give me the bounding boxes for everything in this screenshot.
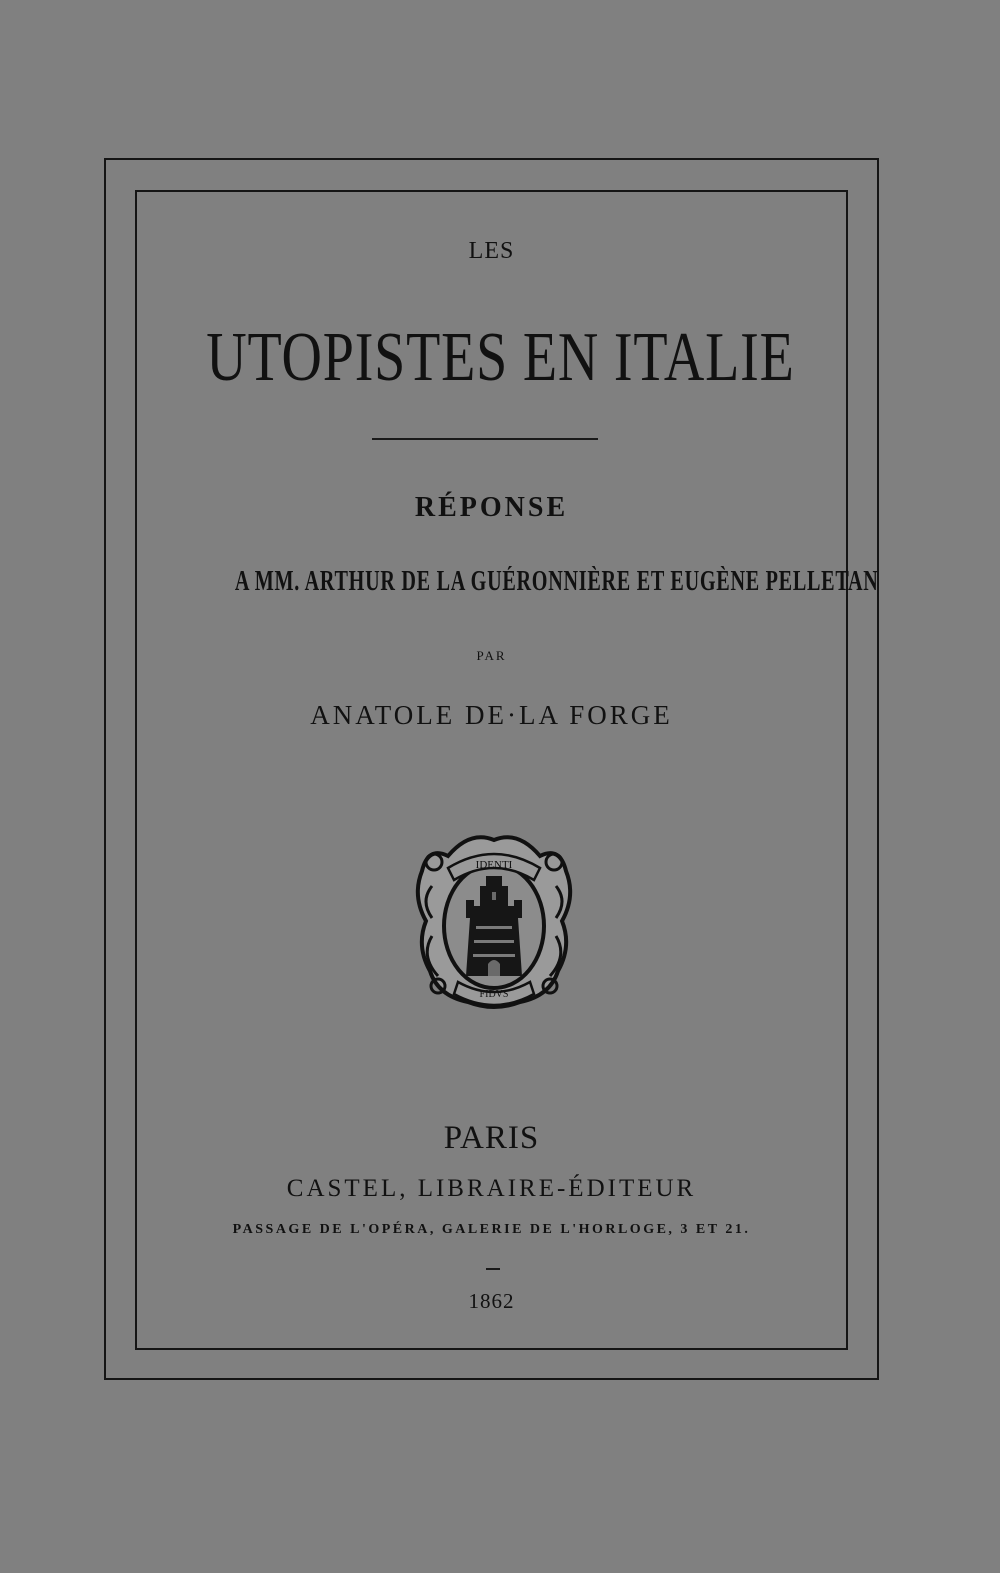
publisher-address: PASSAGE DE L'OPÉRA, GALERIE DE L'HORLOGE, 3 ET 21. bbox=[232, 1222, 751, 1237]
year-dash bbox=[486, 1268, 500, 1270]
tower-coat-of-arms-icon bbox=[408, 826, 580, 1012]
by-label: PAR bbox=[476, 648, 507, 663]
title-rule bbox=[372, 438, 598, 440]
publisher: CASTEL, LIBRAIRE-ÉDITEUR bbox=[286, 1175, 697, 1202]
city: PARIS bbox=[443, 1120, 540, 1156]
dedication-line: A MM. ARTHUR DE LA GUÉRONNIÈRE ET EUGÈNE PELLETAN bbox=[234, 566, 879, 597]
title-article: LES bbox=[468, 238, 515, 264]
subtitle: RÉPONSE bbox=[414, 492, 569, 523]
main-title: UTOPISTES EN ITALIE bbox=[206, 319, 795, 396]
ribbon-bottom-text: FIDVS bbox=[479, 989, 509, 1000]
author-name: ANATOLE DE·LA FORGE bbox=[310, 700, 673, 730]
ribbon-top-text: IDENTI bbox=[475, 859, 513, 871]
publication-year: 1862 bbox=[468, 1289, 515, 1313]
